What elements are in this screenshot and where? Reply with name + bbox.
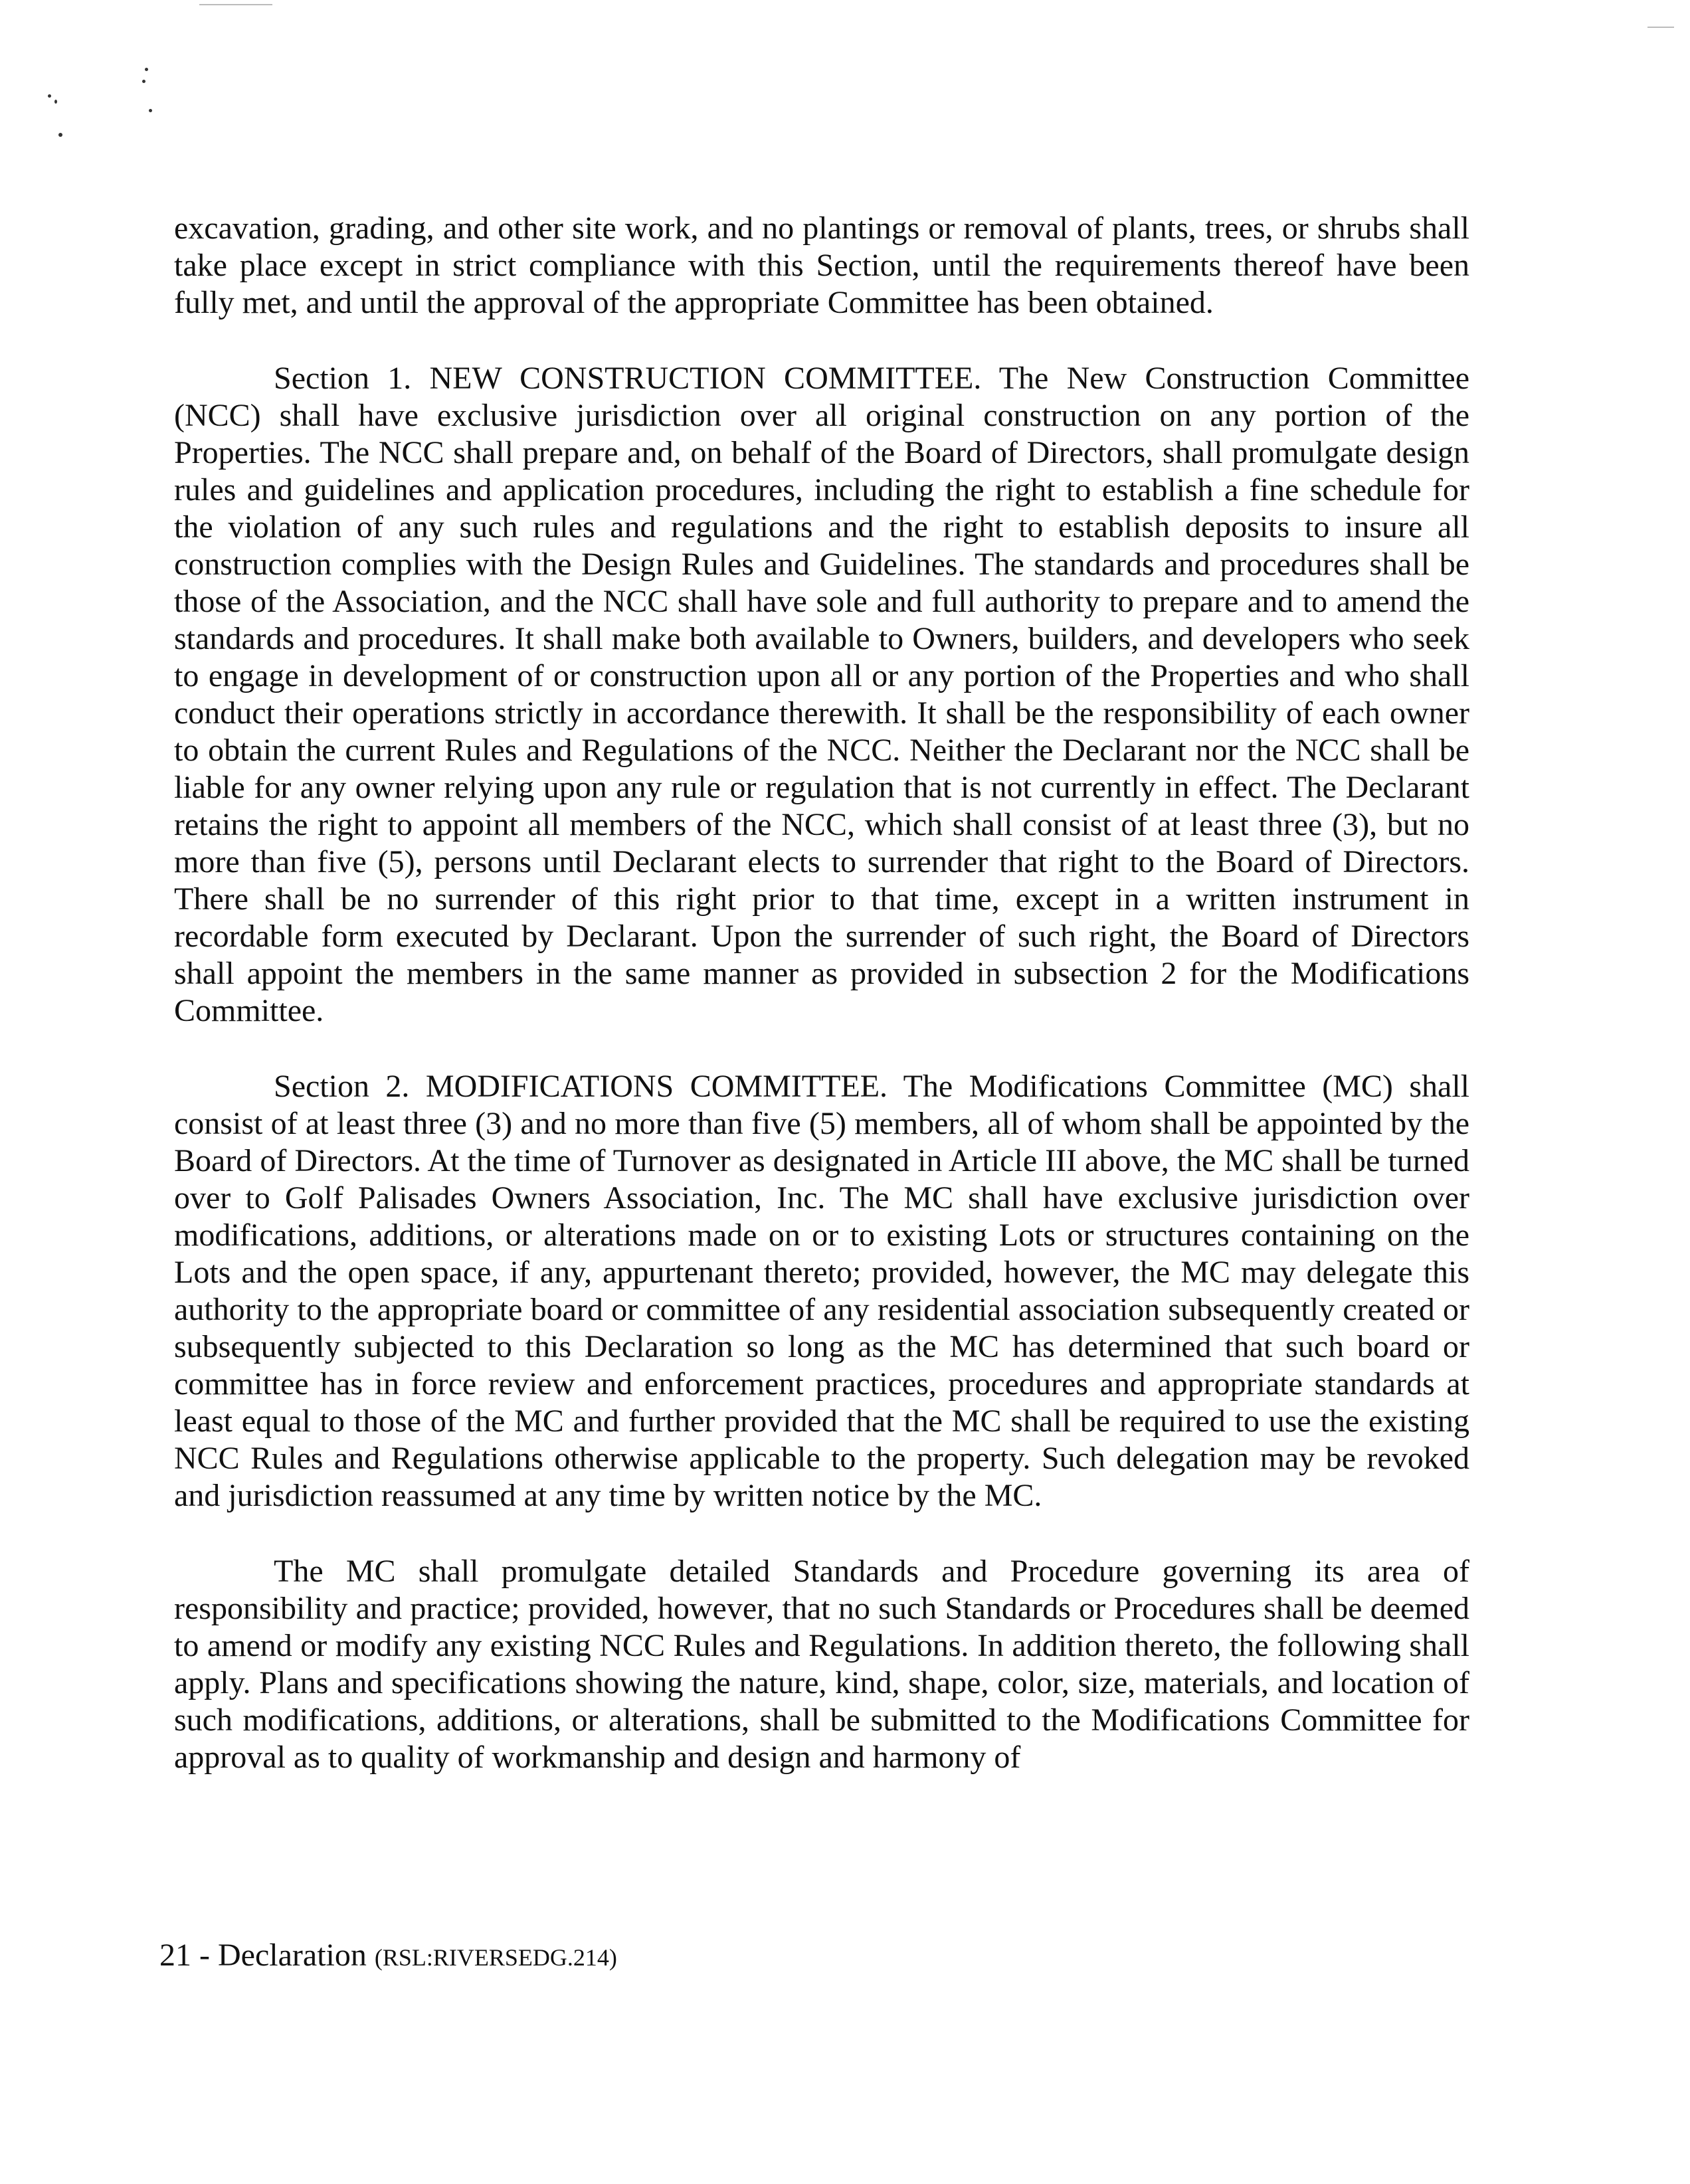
footer-reference: (RSL:RIVERSEDG.214): [374, 1944, 617, 1971]
scan-speck: [149, 109, 152, 112]
scan-speck: [48, 94, 51, 98]
scan-artifact-line: [1647, 27, 1674, 28]
body-text: [174, 210, 1469, 1815]
scan-speck: [145, 68, 148, 71]
scan-speck: [58, 133, 62, 137]
page-footer: [159, 1937, 617, 1976]
paragraph-section-2-modifications-committee: Section 2. MODIFICATIONS COMMITTEE. The Modifications Committee (MC) shall consist of at least three (3) and no more than five (5) members, all of whom shall be appointed by the Board of Directors. At the time of Turnover as designated in Article III above, the MC shall be turned over to Golf Palisades Owners Association, Inc. The MC shall have exclusive jurisdiction over modifications, additions, or alterations made on or to existing Lots or structures containing on the Lots and the open space, if any, appurtenant thereto; provided, however, the MC may delegate this authority to the appropriate board or committee of any residential association subsequently created or subsequently subjected to this Declaration so long as the MC has determined that such board or committee has in force review and enforcement practices, procedures and appropriate standards at least equal to those of the MC and further provided that the MC shall be required to use the existing NCC Rules and Regulations otherwise applicable to the property. Such delegation may be revoked and jurisdiction reassumed at any time by written notice by the MC.: [174, 1069, 1469, 1513]
scan-speck: [54, 100, 57, 104]
paragraph-section-1-new-construction-committee: Section 1. NEW CONSTRUCTION COMMITTEE. The New Construction Committee (NCC) shall have exclusive jurisdiction over all original construction on any portion of the Properties. The NCC shall prepare and, on behalf of the Board of Directors, shall promulgate design rules and guidelines and application procedures, including the right to establish a fine schedule for the violation of any such rules and regulations and the right to establish deposits to insure all construction complies with the Design Rules and Guidelines. The standards and procedures shall be those of the Association, and the NCC shall have sole and full authority to prepare and to amend the standards and procedures. It shall make both available to Owners, builders, and developers who seek to engage in development of or construction upon all or any portion of the Properties and who shall conduct their operations strictly in accordance therewith. It shall be the responsibility of each owner to obtain the current Rules and Regulations of the NCC. Neither the Declarant nor the NCC shall be liable for any owner relying upon any rule or regulation that is not currently in effect. The Declarant retains the right to appoint all members of the NCC, which shall consist of at least three (3), but no more than five (5), persons until Declarant elects to surrender that right to the Board of Directors. There shall be no surrender of this right prior to that time, except in a written instrument in recordable form executed by Declarant. Upon the surrender of such right, the Board of Directors shall appoint the members in the same manner as provided in subsection 2 for the Modifications Committee.: [174, 361, 1469, 1028]
footer-page-label: 21 - Declaration: [159, 1938, 367, 1973]
paragraph-continuation: excavation, grading, and other site work, and no plantings or removal of plants, trees, or shrubs shall take place except in strict compliance with this Section, until the requirements thereof have been fully met, and until the approval of the appropriate Committee has been obtained.: [174, 211, 1469, 320]
scan-speck: [142, 80, 145, 83]
scan-artifact-line: [199, 4, 272, 5]
paragraph-mc-standards: The MC shall promulgate detailed Standards and Procedure governing its area of responsibility and practice; provided, however, that no such Standards or Procedures shall be deemed to amend or modify any existing NCC Rules and Regulations. In addition thereto, the following shall apply. Plans and specifications showing the nature, kind, shape, color, size, materials, and location of such modifications, additions, or alterations, shall be submitted to the Modifications Committee for approval as to quality of workmanship and design and harmony of: [174, 1554, 1469, 1775]
